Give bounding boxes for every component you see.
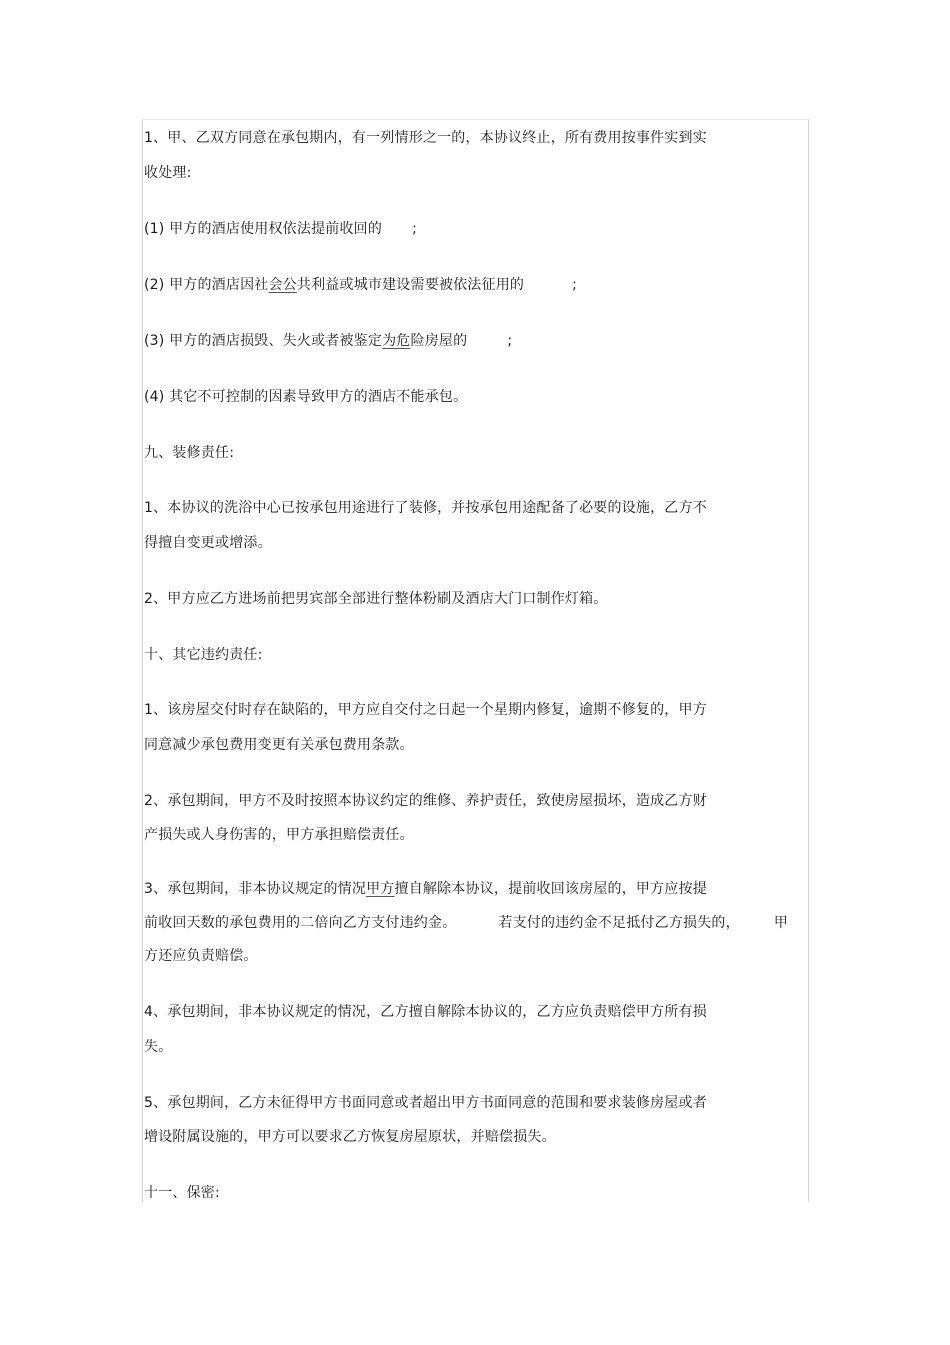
text-line: 得擅自变更或增添。 bbox=[144, 535, 272, 551]
text-line: 同意减少承包费用变更有关承包费用条款。 bbox=[144, 737, 414, 753]
text-span: ; bbox=[572, 277, 578, 293]
text-span: (3) 甲方的酒店损毁、失火或者被鉴定 bbox=[144, 333, 383, 349]
section-heading: 十一、保密: bbox=[144, 1185, 220, 1201]
text-line: 1、该房屋交付时存在缺陷的，甲方应自交付之日起一个星期内修复，逾期不修复的，甲方 bbox=[144, 702, 707, 718]
text-line: 2、承包期间，甲方不及时按照本协议约定的维修、养护责任，致使房屋损坏，造成乙方财 bbox=[144, 793, 707, 809]
text-line: 5、承包期间，乙方未征得甲方书面同意或者超出甲方书面同意的范围和要求装修房屋或者 bbox=[144, 1095, 707, 1111]
text-span: 共利益或城市建设需要被依法征用的 bbox=[296, 277, 525, 293]
text-span: 3、承包期间，非本协议规定的情况 bbox=[144, 881, 367, 897]
text-span: 若支付的违约金不足抵付乙方损失的， bbox=[498, 915, 740, 931]
text-span: ; bbox=[412, 221, 418, 237]
text-line: 收处理: bbox=[144, 165, 192, 181]
text-line: 方还应负责赔偿。 bbox=[144, 948, 258, 964]
underlined-text: 会公 bbox=[268, 277, 297, 293]
underlined-text: 为危 bbox=[382, 333, 411, 349]
text-line bbox=[144, 220, 417, 238]
text-line: 2、甲方应乙方进场前把男宾部全部进行整体粉刷及酒店大门口制作灯箱。 bbox=[144, 591, 608, 607]
text-span: 前收回天数的承包费用的二倍向乙方支付违约金。 bbox=[144, 915, 457, 931]
text-line bbox=[144, 914, 788, 932]
text-span: (1) 甲方的酒店使用权依法提前收回的 bbox=[144, 221, 383, 237]
text-line: 失。 bbox=[144, 1039, 173, 1055]
text-line bbox=[144, 276, 577, 294]
text-span: ; bbox=[507, 333, 513, 349]
text-line bbox=[144, 880, 707, 898]
text-span: 擅自解除本协议，提前收回该房屋的，甲方应按提 bbox=[394, 881, 707, 897]
text-span: 甲 bbox=[773, 915, 789, 931]
section-heading: 十、其它违约责任: bbox=[144, 647, 263, 663]
text-line: 1、甲、乙双方同意在承包期内，有一列情形之一的，本协议终止，所有费用按事件实到实 bbox=[144, 130, 707, 146]
text-span: (2) 甲方的酒店因社 bbox=[144, 277, 269, 293]
text-line: (4) 其它不可控制的因素导致甲方的酒店不能承包。 bbox=[144, 389, 468, 405]
text-line: 4、承包期间，非本协议规定的情况，乙方擅自解除本协议的，乙方应负责赔偿甲方所有损 bbox=[144, 1004, 707, 1020]
text-line: 1、本协议的洗浴中心已按承包用途进行了装修，并按承包用途配备了必要的设施，乙方不 bbox=[144, 500, 707, 516]
section-heading: 九、装修责任: bbox=[144, 445, 235, 461]
text-line bbox=[144, 332, 512, 350]
text-span: 险房屋的 bbox=[410, 333, 468, 349]
underlined-text: 甲方 bbox=[366, 881, 395, 897]
text-line: 产损失或人身伤害的，甲方承担赔偿责任。 bbox=[144, 827, 414, 843]
text-line: 增设附属设施的，甲方可以要求乙方恢复房屋原状，并赔偿损失。 bbox=[144, 1129, 556, 1145]
